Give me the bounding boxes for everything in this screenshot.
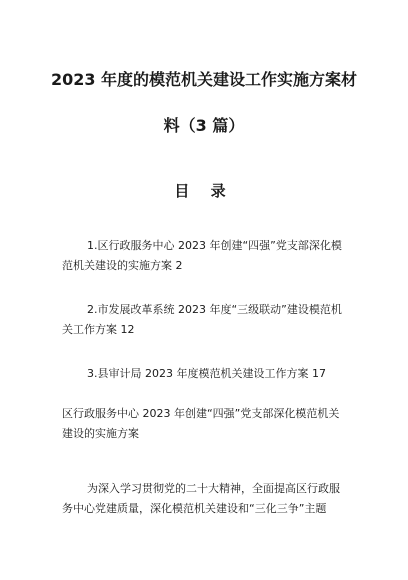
section-title-line-2: 建设的实施方案 — [62, 427, 139, 440]
body-paragraph-line-1: 为深入学习贯彻党的二十大精神，全面提高区行政服 — [87, 482, 340, 495]
toc-entry-2-line-2[interactable]: 关工作方案 12 — [62, 323, 135, 336]
toc-entry-2-line-1[interactable]: 2.市发展改革系统 2023 年度“三级联动”建设模范机 — [87, 303, 342, 316]
document-title-line-1: 2023 年度的模范机关建设工作实施方案材 — [50, 70, 358, 89]
body-paragraph-line-2: 务中心党建质量，深化模范机关建设和“三化三争”主题 — [62, 502, 327, 515]
document-title-line-2: 料（3 篇） — [163, 116, 245, 135]
toc-entry-1-line-1[interactable]: 1.区行政服务中心 2023 年创建“四强”党支部深化模 — [87, 239, 342, 252]
section-title-line-1: 区行政服务中心 2023 年创建“四强”党支部深化模范机关 — [62, 407, 340, 420]
toc-entry-1-line-2[interactable]: 范机关建设的实施方案 2 — [62, 259, 183, 272]
toc-heading: 目 录 — [174, 182, 234, 200]
toc-entry-3[interactable]: 3.县审计局 2023 年度模范机关建设工作方案 17 — [87, 367, 326, 380]
